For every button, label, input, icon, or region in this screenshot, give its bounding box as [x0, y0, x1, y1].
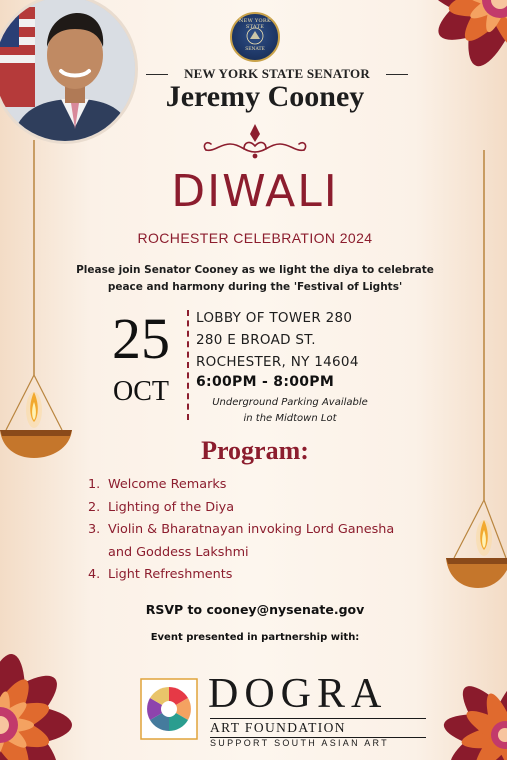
program-item-number: 1.	[88, 477, 101, 492]
ornament-flourish-icon	[200, 122, 310, 164]
program-title: Program:	[201, 436, 309, 465]
parking-line-1: Underground Parking Available	[212, 397, 368, 408]
seal-bottom-text: SENATE	[245, 47, 265, 52]
bottom-right-flower-decoration	[420, 640, 507, 760]
program-item-text: Welcome Remarks	[108, 477, 227, 492]
dogra-logo-name: DOGRA	[208, 671, 388, 717]
venue-line-2: 280 E BROAD ST.	[196, 332, 316, 348]
title-rule-left	[146, 74, 168, 75]
program-item-number: 4.	[88, 567, 101, 582]
seal-top-text: NEW YORK STATE	[238, 18, 272, 30]
top-right-flower-decoration	[380, 0, 507, 150]
dogra-logo-mark-icon	[140, 678, 198, 740]
logo-rule-top	[210, 718, 426, 719]
event-subtitle: ROCHESTER CELEBRATION 2024	[137, 230, 373, 246]
program-item-text: Light Refreshments	[108, 567, 233, 582]
venue-line-3: ROCHESTER, NY 14604	[196, 354, 359, 370]
senator-portrait-photo	[0, 0, 138, 144]
parking-info	[190, 395, 390, 427]
senator-title: NEW YORK STATE SENATOR	[184, 66, 370, 81]
program-item-number: 3.	[88, 522, 101, 537]
program-list	[88, 474, 418, 587]
program-item-text: Lighting of the Diya	[108, 499, 235, 515]
date-divider	[187, 310, 189, 420]
event-time: 6:00PM - 8:00PM	[196, 374, 335, 390]
invitation-line-1: Please join Senator Cooney as we light the diya to celebrate	[76, 264, 434, 276]
program-item-number: 2.	[88, 499, 101, 515]
invitation-text	[70, 262, 440, 296]
program-item	[88, 474, 418, 497]
portrait-illustration	[0, 0, 138, 144]
dogra-logo-tagline: SUPPORT SOUTH ASIAN ART	[210, 738, 389, 748]
dogra-logo-subtitle: ART FOUNDATION	[210, 720, 346, 735]
parking-line-2: in the Midtown Lot	[243, 413, 337, 424]
senator-name: Jeremy Cooney	[165, 80, 365, 113]
program-item	[88, 497, 418, 520]
left-hanging-diya-lamp	[0, 140, 80, 470]
rsvp-text: RSVP to cooney@nysenate.gov	[145, 602, 365, 617]
bottom-left-flower-decoration	[0, 600, 130, 760]
event-month: OCT	[113, 376, 169, 407]
venue-address	[196, 307, 456, 373]
partnership-caption: Event presented in partnership with:	[150, 632, 360, 643]
program-item	[88, 564, 418, 587]
title-rule-right	[386, 74, 408, 75]
program-item-text: Violin & Bharatnayan invoking Lord Ganesha and Goddess Lakshmi	[108, 522, 395, 560]
event-title: DIWALI	[171, 166, 339, 217]
program-item	[88, 519, 418, 564]
invitation-line-2: peace and harmony during the 'Festival of Lights'	[107, 281, 403, 293]
venue-line-1: LOBBY OF TOWER 280	[196, 310, 353, 326]
event-day: 25	[112, 306, 170, 371]
seal-emblem-icon	[243, 26, 267, 46]
